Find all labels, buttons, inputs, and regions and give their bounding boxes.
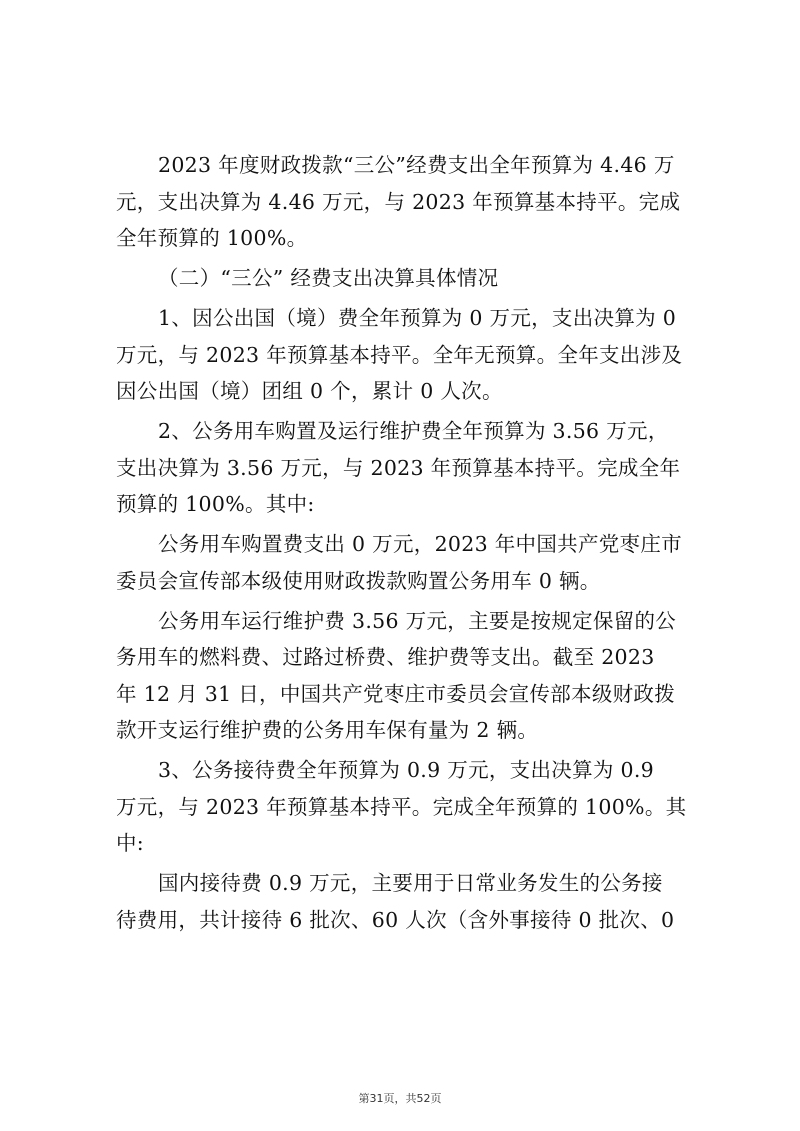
- text-line: 因公出国（境）团组 0 个，累计 0 人次。: [116, 379, 503, 403]
- text-line: 年 12 月 31 日，中国共产党枣庄市委员会宣传部本级财政拨: [116, 681, 676, 706]
- paragraph-reception-costs: [116, 752, 686, 862]
- paragraph-overseas-travel: [116, 300, 686, 410]
- text-line: 1、因公出国（境）费全年预算为 0 万元，支出决算为 0: [158, 306, 677, 330]
- paragraph-domestic-reception: [116, 865, 686, 938]
- page-number-footer: 第31页，共52页: [358, 1092, 442, 1105]
- document-body: [116, 147, 686, 938]
- paragraph-vehicle-maintenance: [116, 603, 686, 749]
- paragraph-vehicle-purchase: [116, 526, 686, 599]
- text-line: 公务用车购置费支出 0 万元，2023 年中国共产党枣庄市: [158, 532, 682, 556]
- text-line: 2023 年度财政拨款“三公”经费支出全年预算为 4.46 万: [158, 153, 675, 177]
- text-line: 国内接待费 0.9 万元，主要用于日常业务发生的公务接: [158, 871, 663, 895]
- text-line: 全年预算的 100%。: [116, 226, 308, 250]
- text-line: 支出决算为 3.56 万元，与 2023 年预算基本持平。完成全年: [116, 455, 681, 480]
- text-line: 万元，与 2023 年预算基本持平。完成全年预算的 100%。其: [116, 794, 687, 819]
- text-line: 委员会宣传部本级使用财政拨款购置公务用车 0 辆。: [116, 568, 601, 593]
- text-line: 待费用，共计接待 6 批次、60 人次（含外事接待 0 批次、0: [116, 907, 675, 932]
- paragraph-vehicle-costs: [116, 413, 686, 523]
- text-line: 务用车的燃料费、过路过桥费、维护费等支出。截至 2023: [116, 645, 655, 669]
- text-line: 中:: [116, 831, 145, 855]
- text-line: 公务用车运行维护费 3.56 万元，主要是按规定保留的公: [158, 608, 677, 633]
- text-line: 款开支运行维护费的公务用车保有量为 2 辆。: [116, 718, 539, 742]
- text-line: 2、公务用车购置及运行维护费全年预算为 3.56 万元，: [158, 419, 669, 443]
- text-line: 预算的 100%。其中:: [116, 492, 315, 516]
- section-heading: （二）“三公” 经费支出决算具体情况: [158, 266, 499, 290]
- paragraph-budget-summary: [116, 147, 686, 257]
- text-line: 元，支出决算为 4.46 万元，与 2023 年预算基本持平。完成: [116, 189, 681, 214]
- text-line: 万元，与 2023 年预算基本持平。全年无预算。全年支出涉及: [116, 342, 683, 367]
- text-line: 3、公务接待费全年预算为 0.9 万元，支出决算为 0.9: [158, 758, 654, 782]
